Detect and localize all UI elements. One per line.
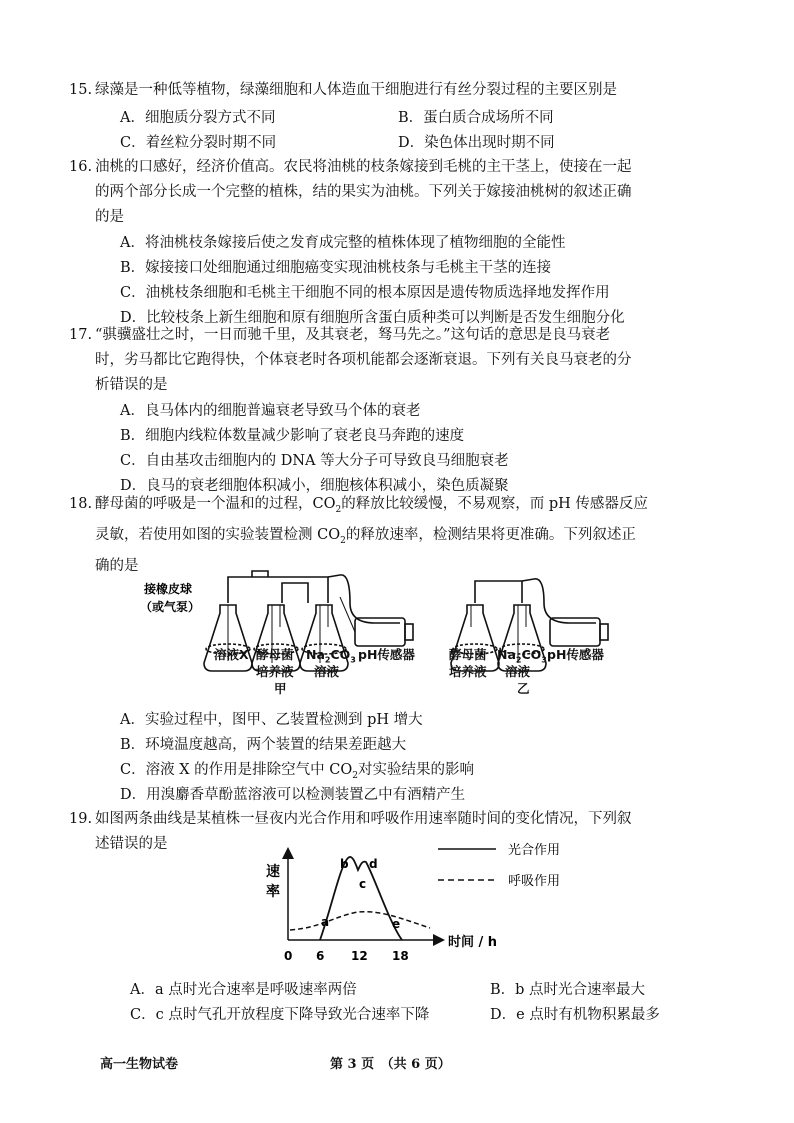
question-stem-line: 述错误的是: [95, 836, 168, 852]
question-stem-line: 如图两条曲线是某植株一昼夜内光合作用和呼吸作用速率随时间的变化情况，下列叙: [95, 811, 632, 827]
legend-respiration: 呼吸作用: [508, 874, 561, 889]
question-stem-line: 油桃的口感好，经济价值高。农民将油桃的枝条嫁接到毛桃的主干茎上，使接在一起: [95, 159, 632, 175]
pump-label-sub: （或气泵）: [140, 600, 201, 614]
question-stem-line: “骐骥盛壮之时，一日而驰千里，及其衰老，驽马先之。”这句话的意思是良马衰老: [95, 327, 611, 343]
option-c: C．c 点时气孔开放程度下降导致光合速率下降: [130, 1007, 430, 1023]
question-stem-line: 灵敏，若使用如图的实验装置检测 $CO_2$的释放速率，检测结果将更准确。下列叙述正: [95, 526, 636, 546]
option-a: A．将油桃枝条嫁接后使之发育成完整的植株体现了植物细胞的全能性: [120, 235, 566, 251]
tick-label: 12: [351, 949, 368, 963]
y-axis-label: 速: [266, 864, 280, 880]
question-number: 18.: [69, 496, 93, 512]
setup-yi-label: 乙: [517, 681, 530, 696]
option-d: D．用溴麝香草酚蓝溶液可以检测装置乙中有酒精产生: [120, 787, 466, 803]
point-label: e: [392, 917, 401, 931]
x-axis-label: 时间 / h: [448, 935, 498, 950]
option-d: D．良马的衰老细胞体积减小，细胞核体积减小，染色质凝聚: [120, 478, 509, 494]
question-stem-line: 析错误的是: [95, 377, 168, 393]
footer-title: 高一生物试卷: [100, 1057, 179, 1072]
option-c: C．着丝粒分裂时期不同: [120, 135, 277, 151]
option-b: B．蛋白质合成场所不同: [398, 110, 554, 126]
option-d: D．比较枝条上新生细胞和原有细胞所含蛋白质种类可以判断是否发生细胞分化: [120, 310, 625, 326]
rate-curve-figure: [260, 836, 600, 971]
option-c: C．溶液 X 的作用是排除空气中 $CO_2$对实验结果的影响: [120, 762, 474, 781]
point-label: b: [340, 857, 349, 871]
question-number: 15.: [69, 82, 93, 98]
question-17: [69, 323, 734, 398]
tick-label: 18: [392, 949, 409, 963]
option-d: D．染色体出现时期不同: [398, 135, 555, 151]
question-stem: 绿藻是一种低等植物，绿藻细胞和人体造血干细胞进行有丝分裂过程的主要区别是: [95, 82, 617, 98]
tick-label: 0: [284, 949, 293, 963]
respiration-curve: [290, 912, 430, 930]
point-label: d: [369, 857, 378, 871]
option-c: C．油桃枝条细胞和毛桃主干细胞不同的根本原因是遗传物质选择地发挥作用: [120, 285, 610, 301]
option-c: C．自由基攻击细胞内的 DNA 等大分子可导致良马细胞衰老: [120, 453, 509, 469]
question-number: 17.: [69, 327, 93, 343]
question-stem-line: 的是: [95, 209, 124, 225]
option-b: B．环境温度越高，两个装置的结果差距越大: [120, 737, 407, 753]
option-b: B．细胞内线粒体数量减少影响了衰老良马奔跑的速度: [120, 428, 465, 444]
option-b: B．嫁接接口处细胞通过细胞癌变实现油桃枝条与毛桃主干茎的连接: [120, 260, 552, 276]
question-16: [69, 155, 734, 230]
option-a: A．实验过程中，图甲、乙装置检测到 pH 增大: [120, 712, 423, 728]
question-number: 19.: [69, 811, 93, 827]
option-a: A．细胞质分裂方式不同: [120, 110, 276, 126]
tick-label: 6: [316, 949, 325, 963]
question-stem-line: 确的是: [95, 557, 139, 574]
y-axis-label: 率: [266, 884, 280, 900]
point-label: c: [359, 877, 367, 891]
page-number: 第 3 页 （共 6 页）: [330, 1057, 451, 1072]
legend-photosynthesis: 光合作用: [508, 843, 561, 858]
option-a: A．良马体内的细胞普遍衰老导致马个体的衰老: [120, 403, 421, 419]
apparatus-figure: [140, 563, 630, 693]
option-a: A．a 点时光合速率是呼吸速率两倍: [130, 982, 357, 998]
question-15: [69, 78, 734, 103]
photosynthesis-curve: [320, 857, 402, 940]
pump-label: 接橡皮球: [144, 582, 193, 596]
option-b: B．b 点时光合速率最大: [490, 982, 646, 998]
question-number: 16.: [69, 159, 93, 175]
point-label: a: [321, 915, 330, 929]
question-stem-line: 的两个部分长成一个完整的植株，结的果实为油桃。下列关于嫁接油桃树的叙述正确: [95, 184, 632, 200]
option-d: D．e 点时有机物积累最多: [490, 1007, 660, 1023]
setup-jia-label: 甲: [274, 681, 287, 696]
question-stem-line: 时，劣马都比它跑得快，个体衰老时各项机能都会逐渐衰退。下列有关良马衰老的分: [95, 352, 632, 368]
question-stem-line: 酵母菌的呼吸是一个温和的过程，$CO_2$的释放比较缓慢，不易观察，而 pH 传感器反应: [95, 496, 648, 515]
